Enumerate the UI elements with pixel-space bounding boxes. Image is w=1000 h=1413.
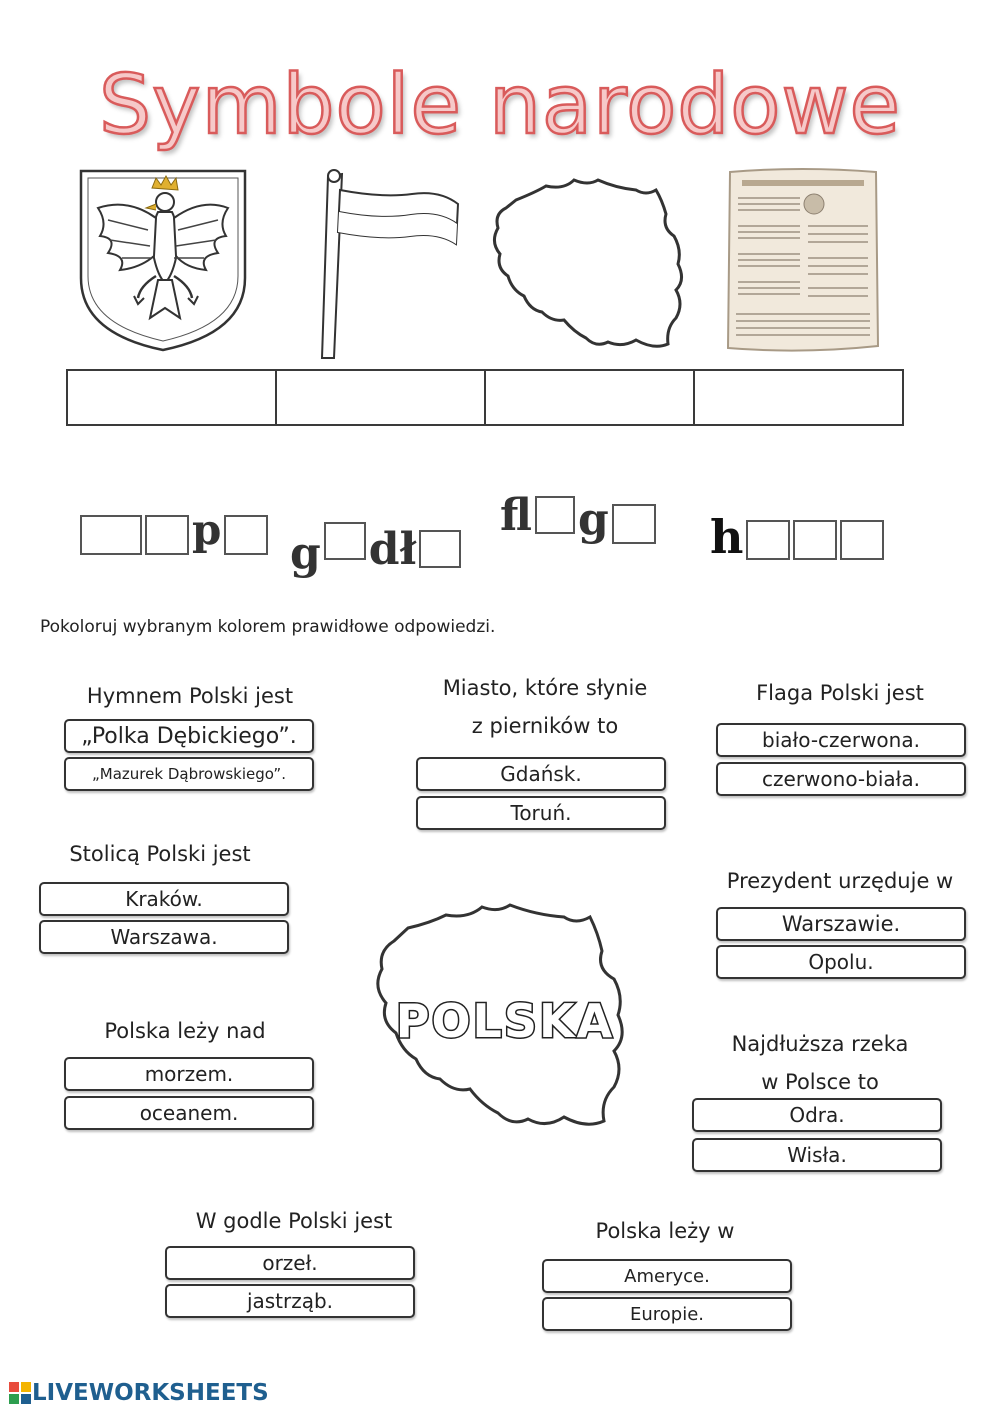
word-letter: p <box>192 505 222 554</box>
question-river <box>690 1025 950 1101</box>
flag-icon <box>312 168 472 363</box>
word-puzzle-mapa <box>80 505 271 555</box>
letter-box[interactable] <box>419 530 461 568</box>
option-emblem-1[interactable]: orzeł. <box>165 1246 415 1280</box>
instruction-text: Pokoloruj wybranym kolorem prawidłowe odpowiedzi. <box>40 617 496 637</box>
question-sea: Polska leży nad <box>104 1019 266 1043</box>
letter-box[interactable] <box>145 515 189 555</box>
word-letter: g <box>578 494 609 545</box>
word-letter: h <box>710 510 744 564</box>
page-title: Symbole narodowe <box>98 58 901 153</box>
letter-box[interactable] <box>224 515 268 555</box>
answer-input-3[interactable] <box>486 371 695 424</box>
word-puzzle-hymn <box>710 510 887 564</box>
option-city-1[interactable]: Gdańsk. <box>416 757 666 791</box>
letter-box[interactable] <box>535 496 575 534</box>
anthem-document-icon <box>722 166 884 354</box>
question-president: Prezydent urzęduje w <box>726 869 954 893</box>
word-puzzle-godlo <box>290 518 464 578</box>
word-letter: g <box>290 528 321 579</box>
option-continent-2[interactable]: Europie. <box>542 1297 792 1331</box>
poland-map-icon <box>486 172 691 357</box>
answer-input-1[interactable] <box>68 371 277 424</box>
footer-brand[interactable] <box>8 1380 269 1406</box>
word-letter: dł <box>368 524 417 575</box>
letter-box[interactable] <box>80 515 142 555</box>
option-capital-2[interactable]: Warszawa. <box>39 920 289 954</box>
word-letter: fl <box>500 490 532 541</box>
footer-brand-text: LIVEWORKSHEETS <box>32 1380 269 1406</box>
answer-input-2[interactable] <box>277 371 486 424</box>
option-president-1[interactable]: Warszawie. <box>716 907 966 941</box>
letter-box[interactable] <box>612 504 656 544</box>
option-river-2[interactable]: Wisła. <box>692 1138 942 1172</box>
option-continent-1[interactable]: Ameryce. <box>542 1259 792 1293</box>
question-river-line1: Najdłuższa rzeka <box>731 1032 909 1056</box>
option-sea-1[interactable]: morzem. <box>64 1057 314 1091</box>
map-label <box>390 993 620 1049</box>
letter-box[interactable] <box>324 522 366 560</box>
option-river-1[interactable]: Odra. <box>692 1098 942 1132</box>
option-flag-2[interactable]: czerwono-biała. <box>716 762 966 796</box>
question-anthem: Hymnem Polski jest <box>86 684 294 708</box>
letter-box[interactable] <box>840 520 884 560</box>
question-continent: Polska leży w <box>595 1219 735 1243</box>
question-capital: Stolicą Polski jest <box>69 842 251 866</box>
question-city-line2: z pierników to <box>471 714 619 738</box>
liveworksheets-logo-icon <box>8 1381 32 1405</box>
option-anthem-1[interactable]: „Polka Dębickiego”. <box>64 719 314 753</box>
option-president-2[interactable]: Opolu. <box>716 945 966 979</box>
coat-of-arms-eagle-icon <box>78 168 248 353</box>
option-city-2[interactable]: Toruń. <box>416 796 666 830</box>
question-city <box>400 669 690 745</box>
answer-row <box>66 369 904 426</box>
question-emblem: W godle Polski jest <box>195 1209 393 1233</box>
option-sea-2[interactable]: oceanem. <box>64 1096 314 1130</box>
question-city-line1: Miasto, które słynie <box>442 676 648 700</box>
option-emblem-2[interactable]: jastrząb. <box>165 1284 415 1318</box>
word-puzzle-flaga <box>500 492 659 548</box>
question-river-line2: w Polsce to <box>761 1070 879 1094</box>
answer-input-4[interactable] <box>695 371 902 424</box>
option-flag-1[interactable]: biało-czerwona. <box>716 723 966 757</box>
map-label-text: POLSKA <box>395 994 615 1048</box>
question-flag: Flaga Polski jest <box>756 681 924 705</box>
option-anthem-2[interactable]: „Mazurek Dąbrowskiego”. <box>64 757 314 791</box>
letter-box[interactable] <box>793 520 837 560</box>
option-capital-1[interactable]: Kraków. <box>39 882 289 916</box>
letter-box[interactable] <box>746 520 790 560</box>
